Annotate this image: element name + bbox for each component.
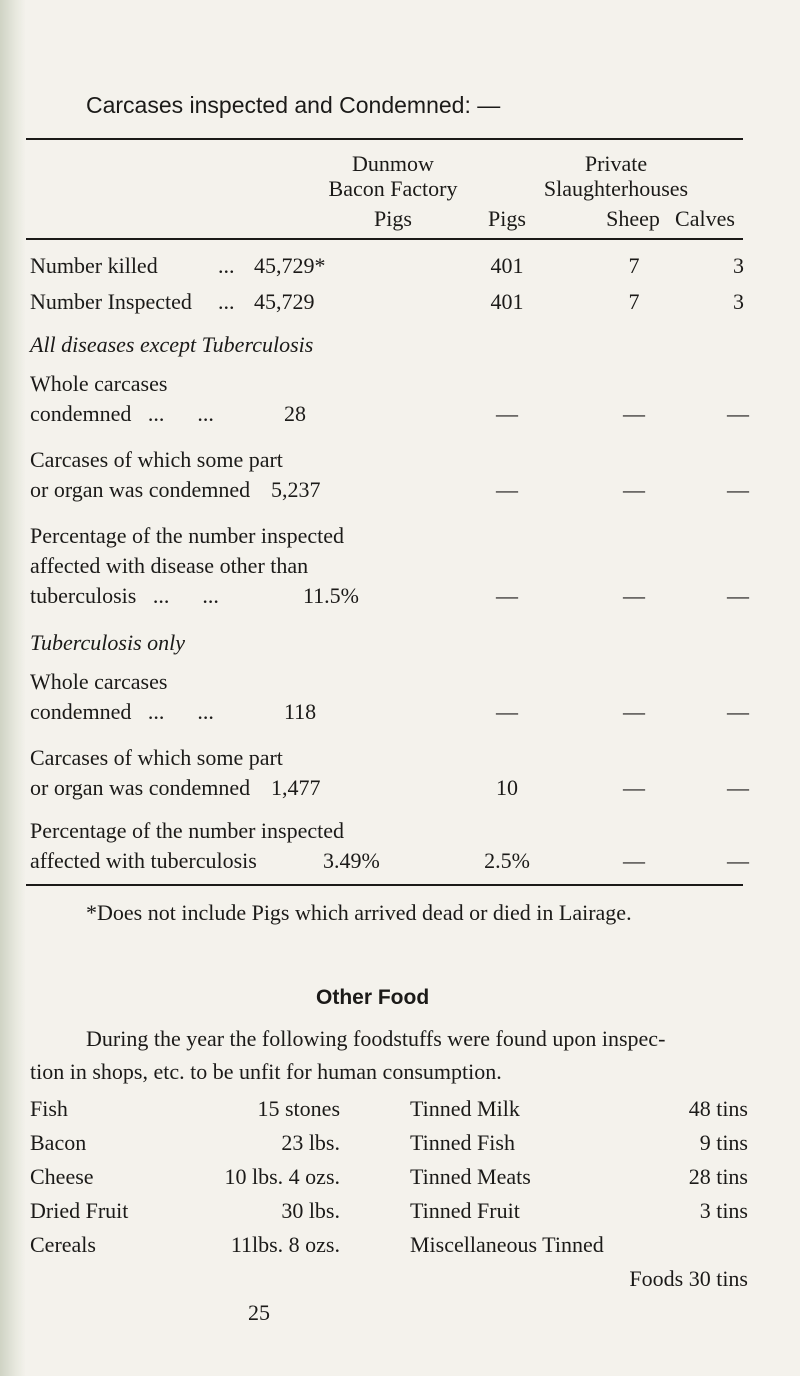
food-left-qty: 15 stones <box>257 1096 340 1121</box>
food-right-misc-line-2: Foods 30 tins <box>629 1266 748 1291</box>
s2-whole-label-2: condemned ... ... <box>30 699 214 724</box>
page-number: 25 <box>248 1300 270 1325</box>
s2-part-calves: — <box>727 775 749 800</box>
col-header-private-1: Private <box>584 151 648 176</box>
cell-inspected-dunmow: 45,729 <box>254 289 315 314</box>
s2-whole-pigs: — <box>496 699 518 724</box>
s2-pct-calves: — <box>727 848 749 873</box>
s1-pct-sheep: — <box>623 583 645 608</box>
food-left-qty: 23 lbs. <box>281 1130 340 1155</box>
row-label-killed: Number killed <box>30 253 158 278</box>
section-heading-tuberculosis: Tuberculosis only <box>30 630 186 655</box>
page-edge-shadow <box>0 0 26 1376</box>
s2-pct-dunmow: 3.49% <box>323 848 380 873</box>
s2-part-label-1: Carcases of which some part <box>30 745 283 770</box>
s2-pct-pigs: 2.5% <box>484 848 530 873</box>
cell-killed-pigs: 401 <box>490 253 524 278</box>
s2-whole-calves: — <box>727 699 749 724</box>
col-header-sheep: Sheep <box>606 206 660 231</box>
row-label-inspected: Number Inspected <box>30 289 192 314</box>
s1-pct-dunmow: 11.5% <box>303 583 360 608</box>
s1-whole-dunmow: 28 <box>284 401 306 426</box>
s2-pct-sheep: — <box>623 848 645 873</box>
s1-part-dunmow: 5,237 <box>271 477 321 502</box>
food-right-name: Tinned Fruit <box>410 1198 520 1223</box>
s2-pct-label-2: affected with tuberculosis <box>30 848 257 873</box>
s2-whole-sheep: — <box>623 699 645 724</box>
s1-pct-label-1: Percentage of the number inspected <box>30 523 344 548</box>
food-left-name: Fish <box>30 1096 68 1121</box>
page-title: Carcases inspected and Condemned: — <box>86 92 501 118</box>
s2-pct-label-1: Percentage of the number inspected <box>30 818 344 843</box>
s1-pct-label-3: tuberculosis ... ... <box>30 583 219 608</box>
col-header-dunmow-1: Dunmow <box>352 151 434 176</box>
s1-part-pigs: — <box>496 477 518 502</box>
s1-pct-calves: — <box>727 583 749 608</box>
food-left-qty: 10 lbs. 4 ozs. <box>224 1164 340 1189</box>
s1-part-label-2: or organ was condemned <box>30 477 251 502</box>
cell-killed-calves: 3 <box>733 253 744 278</box>
food-left-name: Cheese <box>30 1164 94 1189</box>
s2-whole-label-1: Whole carcases <box>30 669 168 694</box>
col-header-private-pigs: Pigs <box>488 206 526 231</box>
cell-inspected-calves: 3 <box>733 289 744 314</box>
food-right-name: Tinned Meats <box>410 1164 531 1189</box>
s2-part-label-2: or organ was condemned <box>30 775 251 800</box>
s1-part-label-1: Carcases of which some part <box>30 447 283 472</box>
table-header-rule <box>26 238 743 240</box>
cell-inspected-sheep: 7 <box>628 289 640 314</box>
food-left-qty: 11lbs. 8 ozs. <box>230 1232 340 1257</box>
col-header-dunmow-2: Bacon Factory <box>328 176 458 201</box>
food-right-qty: 48 tins <box>688 1096 748 1121</box>
food-left-name: Cereals <box>30 1232 96 1257</box>
s1-whole-calves: — <box>727 401 749 426</box>
s2-part-pigs: 10 <box>496 775 518 800</box>
row-dots-killed: ... <box>218 253 235 278</box>
other-food-paragraph-line-1: During the year the following foodstuffs were found upon inspec- <box>86 1026 666 1051</box>
food-right-misc-line-1: Miscellaneous Tinned <box>410 1232 604 1257</box>
food-right-qty: 28 tins <box>688 1164 748 1189</box>
s1-pct-label-2: affected with disease other than <box>30 553 309 578</box>
s2-part-dunmow: 1,477 <box>271 775 321 800</box>
col-header-private-2: Slaughterhouses <box>543 176 689 201</box>
section-heading-other-food: Other Food <box>316 986 430 1009</box>
table-bottom-rule <box>26 884 743 886</box>
food-right-qty: 3 tins <box>699 1198 748 1223</box>
s1-part-calves: — <box>727 477 749 502</box>
cell-inspected-pigs: 401 <box>490 289 524 314</box>
s2-part-sheep: — <box>623 775 645 800</box>
row-dots-inspected: ... <box>218 289 235 314</box>
cell-killed-sheep: 7 <box>628 253 640 278</box>
s1-pct-pigs: — <box>496 583 518 608</box>
food-right-name: Tinned Fish <box>410 1130 515 1155</box>
s1-whole-sheep: — <box>623 401 645 426</box>
s1-whole-label-1: Whole carcases <box>30 371 168 396</box>
s1-whole-pigs: — <box>496 401 518 426</box>
cell-killed-dunmow: 45,729* <box>254 253 326 278</box>
other-food-paragraph-line-2: tion in shops, etc. to be unfit for human consumption. <box>30 1059 502 1084</box>
table-top-rule <box>26 138 743 140</box>
col-header-calves: Calves <box>675 206 735 231</box>
s1-part-sheep: — <box>623 477 645 502</box>
food-left-qty: 30 lbs. <box>281 1198 340 1223</box>
food-left-name: Bacon <box>30 1130 87 1155</box>
food-right-qty: 9 tins <box>699 1130 748 1155</box>
section-heading-all-diseases: All diseases except Tuberculosis <box>30 332 314 357</box>
col-header-dunmow-pigs: Pigs <box>374 206 412 231</box>
footnote: *Does not include Pigs which arrived dead or died in Lairage. <box>86 900 632 925</box>
s1-whole-label-2: condemned ... ... <box>30 401 214 426</box>
s2-whole-dunmow: 118 <box>284 699 317 724</box>
food-right-name: Tinned Milk <box>410 1096 520 1121</box>
food-left-name: Dried Fruit <box>30 1198 129 1223</box>
